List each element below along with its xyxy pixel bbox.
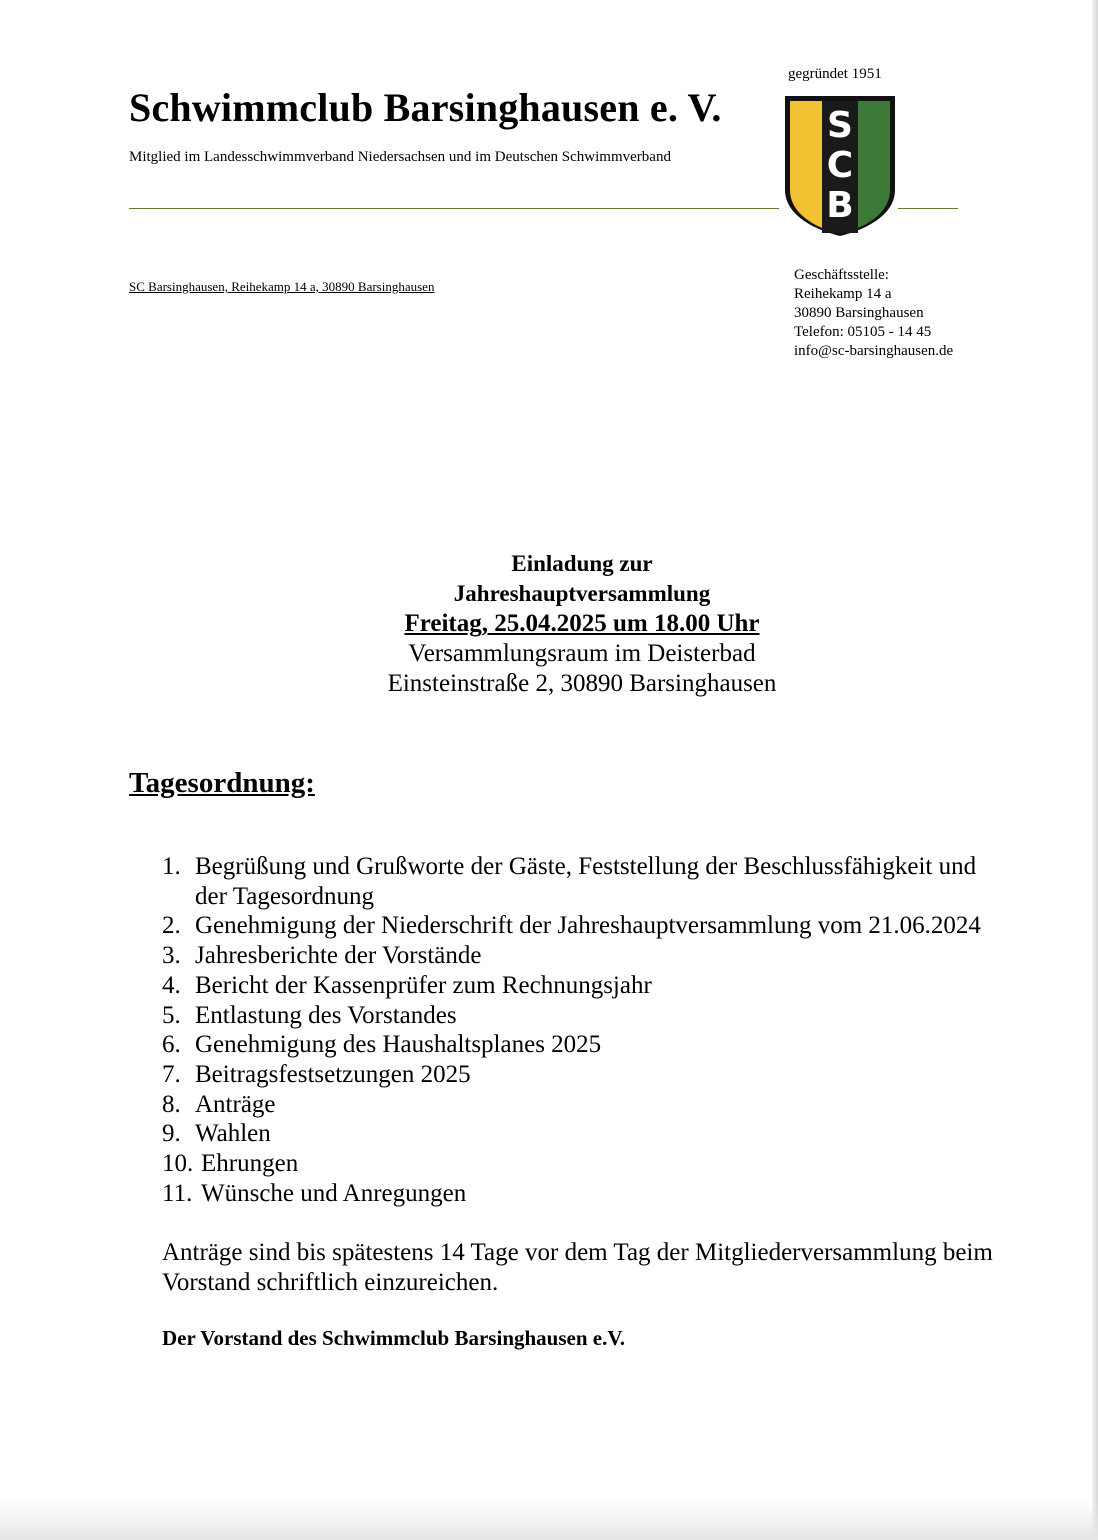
agenda-item bbox=[162, 882, 1062, 912]
agenda-item-number: 2. bbox=[162, 912, 181, 940]
agenda-item-text: Ehrungen bbox=[201, 1150, 299, 1178]
invitation-event: Jahreshauptversammlung bbox=[453, 581, 711, 606]
club-logo bbox=[782, 92, 898, 238]
agenda-item bbox=[162, 971, 1062, 1001]
motions-note bbox=[162, 1238, 993, 1297]
agenda-item-text: Jahresberichte der Vorstände bbox=[195, 942, 482, 970]
invitation-heading: Einladung zur bbox=[511, 551, 653, 576]
agenda-list bbox=[162, 852, 1062, 1208]
office-address bbox=[794, 266, 953, 361]
agenda-item-text: Beitragsfestsetzungen 2025 bbox=[195, 1060, 471, 1088]
agenda-item-number: 9. bbox=[162, 1120, 181, 1148]
agenda-item-text: Wahlen bbox=[195, 1120, 271, 1148]
header-rule-right bbox=[898, 208, 958, 209]
agenda-item-text: Anträge bbox=[195, 1090, 276, 1118]
agenda-item-text: Entlastung des Vorstandes bbox=[195, 1001, 457, 1029]
agenda-item-number: 3. bbox=[162, 942, 181, 970]
agenda-item-text: Wünsche und Anregungen bbox=[201, 1179, 467, 1207]
agenda-item-number: 5. bbox=[162, 1001, 181, 1029]
agenda-item bbox=[162, 1090, 1062, 1120]
page-bottom-shadow bbox=[0, 1500, 1098, 1540]
agenda-item-number: 6. bbox=[162, 1031, 181, 1059]
agenda-item-text: Bericht der Kassenprüfer zum Rechnungsjahr bbox=[195, 971, 652, 999]
office-street: Reihekamp 14 a bbox=[794, 286, 892, 302]
agenda-item-number: 4. bbox=[162, 971, 181, 999]
agenda-item-number: 10. bbox=[162, 1150, 194, 1178]
logo-letter-c: C bbox=[826, 145, 854, 186]
header-rule-left bbox=[129, 208, 779, 209]
agenda-item-number: 11. bbox=[162, 1179, 193, 1207]
agenda-item bbox=[162, 941, 1062, 971]
invitation-date: Freitag, 25.04.2025 um 18.00 Uhr bbox=[404, 610, 760, 637]
motions-note-line: Anträge sind bis spätestens 14 Tage vor dem Tag der Mitgliederversammlung beim bbox=[162, 1239, 993, 1266]
invitation-venue: Versammlungsraum im Deisterbad bbox=[408, 640, 756, 667]
agenda-title: Tagesordnung: bbox=[129, 767, 315, 799]
agenda-item bbox=[162, 911, 1062, 941]
invitation-address: Einsteinstraße 2, 30890 Barsinghausen bbox=[387, 670, 777, 697]
office-phone: Telefon: 05105 - 14 45 bbox=[794, 324, 932, 340]
agenda-item-number: 8. bbox=[162, 1090, 181, 1118]
agenda-item-text: der Tagesordnung bbox=[195, 882, 374, 910]
agenda-item-number: 7. bbox=[162, 1060, 181, 1088]
agenda-item-text: Genehmigung der Niederschrift der Jahreshauptversammlung vom 21.06.2024 bbox=[195, 912, 981, 940]
page-edge-shadow bbox=[1092, 0, 1098, 1540]
agenda-item-text: Genehmigung des Haushaltsplanes 2025 bbox=[195, 1031, 602, 1059]
office-label: Geschäftsstelle: bbox=[794, 267, 889, 283]
agenda-item bbox=[162, 1030, 1062, 1060]
agenda-item bbox=[162, 852, 1062, 882]
return-address: SC Barsinghausen, Reihekamp 14 a, 30890 Barsinghausen bbox=[129, 279, 435, 294]
agenda-item bbox=[162, 1179, 1062, 1209]
agenda-item-number bbox=[162, 882, 195, 912]
logo-letter-b: B bbox=[826, 185, 854, 226]
agenda-item-number: 1. bbox=[162, 853, 181, 880]
agenda-item bbox=[162, 1001, 1062, 1031]
office-email: info@sc-barsinghausen.de bbox=[794, 343, 954, 359]
signature: Der Vorstand des Schwimmclub Barsinghausen e.V. bbox=[162, 1326, 626, 1350]
club-name: Schwimmclub Barsinghausen e. V. bbox=[129, 85, 722, 130]
office-city: 30890 Barsinghausen bbox=[794, 305, 924, 321]
agenda-item bbox=[162, 1060, 1062, 1090]
motions-note-line: Vorstand schriftlich einzureichen. bbox=[162, 1268, 499, 1296]
agenda-item-text: Begrüßung und Grußworte der Gäste, Feststellung der Beschlussfähigkeit und bbox=[195, 853, 977, 880]
agenda-item bbox=[162, 1119, 1062, 1149]
agenda-item bbox=[162, 1149, 1062, 1179]
founded-label: gegründet 1951 bbox=[788, 66, 882, 82]
logo-letter-s: S bbox=[827, 105, 853, 146]
membership-line: Mitglied im Landesschwimmverband Niedersachsen und im Deutschen Schwimmverband bbox=[129, 149, 671, 165]
